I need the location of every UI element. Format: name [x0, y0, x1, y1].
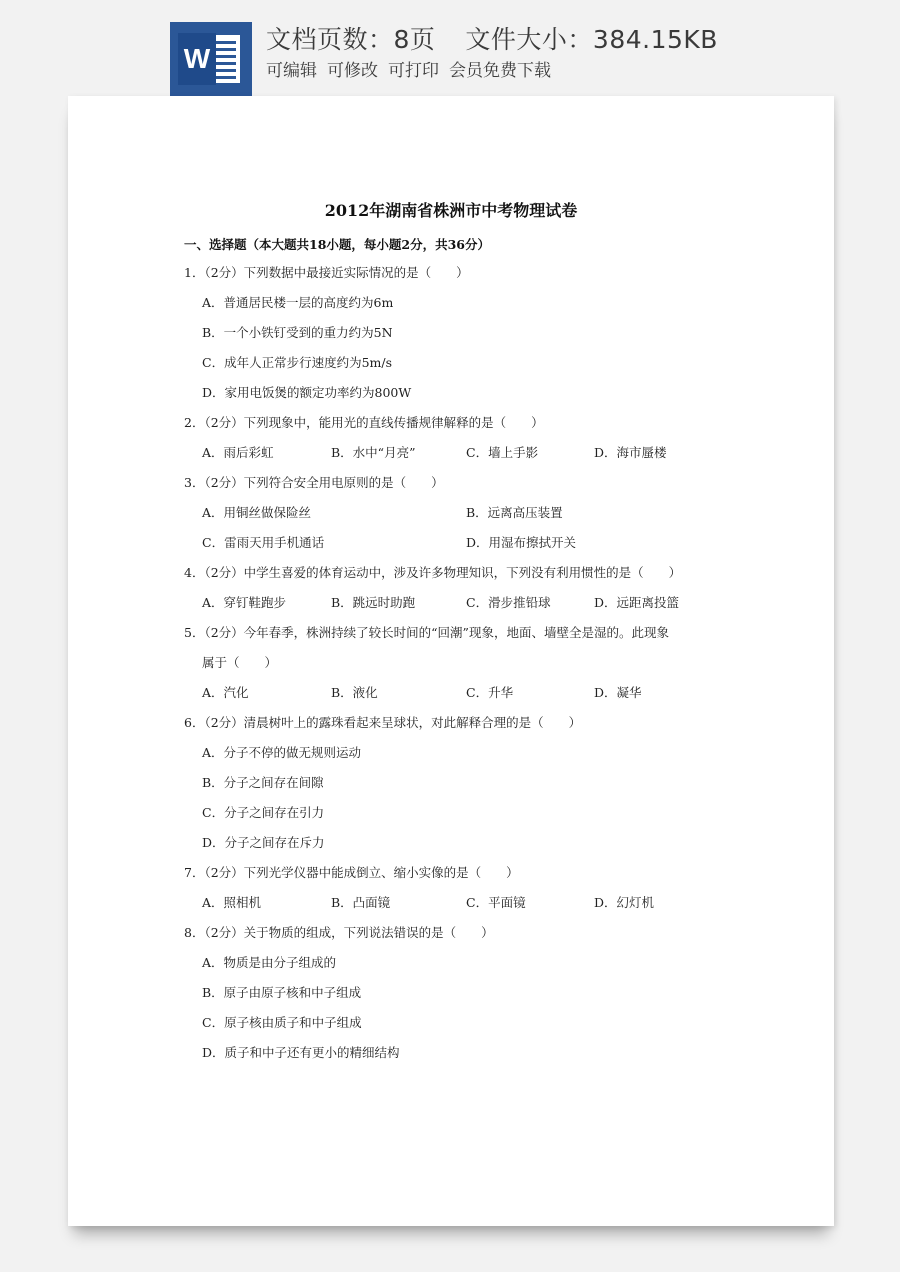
question-stem: 8．（2分）关于物质的组成，下列说法错误的是（ ） [184, 925, 494, 940]
question-option: B．凸面镜 [331, 895, 391, 910]
section-heading: 一、选择题（本大题共18小题，每小题2分，共36分） [184, 237, 490, 252]
question-option: B．一个小铁钉受到的重力约为5N [202, 325, 393, 340]
feature-free-download: 会员免费下载 [449, 61, 551, 81]
question-option: C．雷雨天用手机通话 [202, 535, 325, 550]
question-option: D．分子之间存在斥力 [202, 835, 325, 850]
question-option: A．穿钉鞋跑步 [202, 595, 287, 610]
word-icon-letter: W [183, 43, 211, 74]
feature-editable: 可编辑 [266, 61, 317, 81]
question-option: A．雨后彩虹 [202, 445, 274, 460]
question-stem-continued: 属于（ ） [202, 655, 278, 670]
question-option: B．水中“月亮” [331, 445, 416, 460]
question-stem: 5．（2分）今年春季，株洲持续了较长时间的“回潮”现象，地面、墙壁全是湿的。此现象 [184, 625, 669, 640]
question-list [68, 96, 834, 1226]
question-option: D．幻灯机 [594, 895, 655, 910]
question-option: C．升华 [466, 685, 514, 700]
question-stem: 2．（2分）下列现象中，能用光的直线传播规律解释的是（ ） [184, 415, 544, 430]
word-icon [170, 22, 252, 96]
question-option: D．远距离投篮 [594, 595, 680, 610]
question-option: B．分子之间存在间隙 [202, 775, 324, 790]
file-size: 文件大小：384.15KB [465, 25, 718, 54]
feature-printable: 可打印 [388, 61, 439, 81]
question-option: A．汽化 [202, 685, 249, 700]
question-option: A．分子不停的做无规则运动 [202, 745, 362, 760]
question-option: C．分子之间存在引力 [202, 805, 325, 820]
question-option: D．海市蜃楼 [594, 445, 667, 460]
question-option: C．平面镜 [466, 895, 526, 910]
question-option: B．原子由原子核和中子组成 [202, 985, 362, 1000]
page-count: 文档页数：8页 [266, 25, 436, 54]
document-title: 2012年湖南省株洲市中考物理试卷 [324, 201, 578, 220]
question-option: D．家用电饭煲的额定功率约为800W [202, 385, 412, 400]
question-stem: 1．（2分）下列数据中最接近实际情况的是（ ） [184, 265, 469, 280]
banner-title [266, 20, 718, 56]
download-banner [0, 0, 900, 96]
question-option: B．液化 [331, 685, 378, 700]
question-stem: 3．（2分）下列符合安全用电原则的是（ ） [184, 475, 444, 490]
feature-list [266, 56, 561, 81]
question-option: D．凝华 [594, 685, 642, 700]
question-option: C．原子核由质子和中子组成 [202, 1015, 362, 1030]
question-option: A．普通居民楼一层的高度约为6m [202, 295, 394, 310]
question-option: C．滑步推铅球 [466, 595, 551, 610]
feature-modifiable: 可修改 [327, 61, 378, 81]
question-option: A．用铜丝做保险丝 [202, 505, 312, 520]
question-option: C．成年人正常步行速度约为5m/s [202, 355, 392, 370]
document-page [68, 96, 834, 1226]
question-option: C．墙上手影 [466, 445, 539, 460]
question-option: A．物质是由分子组成的 [202, 955, 337, 970]
question-stem: 6．（2分）清晨树叶上的露珠看起来呈球状，对此解释合理的是（ ） [184, 715, 582, 730]
question-stem: 7．（2分）下列光学仪器中能成倒立、缩小实像的是（ ） [184, 865, 519, 880]
question-option: A．照相机 [202, 895, 262, 910]
question-option: D．用湿布擦拭开关 [466, 535, 577, 550]
question-option: B．跳远时助跑 [331, 595, 416, 610]
question-option: B．远离高压装置 [466, 505, 563, 520]
question-option: D．质子和中子还有更小的精细结构 [202, 1045, 400, 1060]
question-stem: 4．（2分）中学生喜爱的体育运动中，涉及许多物理知识，下列没有利用惯性的是（ ） [184, 565, 682, 580]
